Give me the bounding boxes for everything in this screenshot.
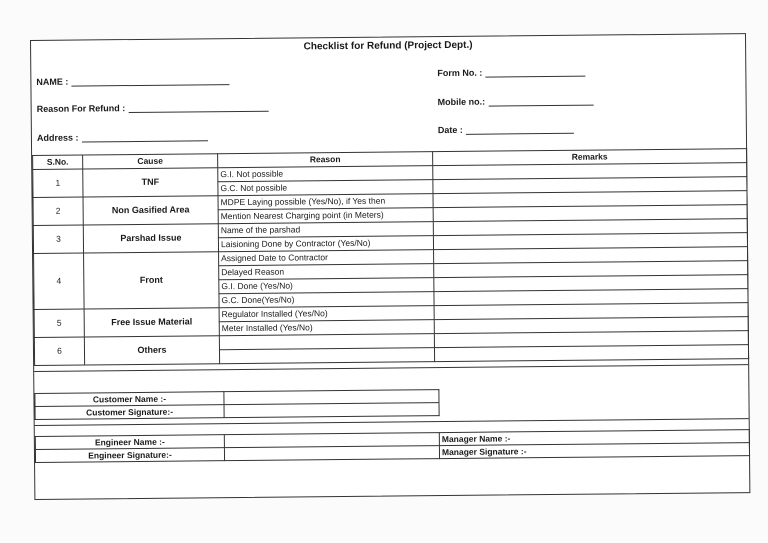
row-reason: G.I. Done (Yes/No) [219,278,434,294]
row-sno: 6 [34,337,84,365]
customer-signature-box[interactable] [224,403,439,418]
manager-signature-label: Manager Signature :- [439,443,749,459]
reason-line[interactable] [128,102,268,113]
header-sno: S.No. [33,155,83,169]
date-line[interactable] [466,124,574,135]
customer-signature-label: Customer Signature:- [35,405,224,420]
checklist-table [32,148,749,366]
mobile-field [438,96,594,107]
form-no-label: Form No. : [437,67,483,79]
form-no-field [437,67,585,78]
row-cause: Others [84,336,219,365]
row-reason[interactable] [219,348,434,364]
row-sno: 2 [33,197,83,225]
date-field [438,124,574,135]
row-reason: G.I. Not possible [218,166,433,182]
refund-checklist-form [30,33,750,500]
reason-field [37,102,269,114]
row-reason: Mention Nearest Charging point (in Meters) [218,208,433,224]
row-cause: Non Gasified Area [83,196,218,225]
customer-name-label: Customer Name :- [35,392,224,407]
address-field [37,131,208,143]
engineer-signature-box[interactable] [224,446,439,461]
row-reason: Laisioning Done by Contractor (Yes/No) [218,236,433,252]
mobile-line[interactable] [488,96,593,107]
address-line[interactable] [81,131,207,142]
engineer-manager-block [35,429,750,463]
row-cause: Front [84,252,220,309]
address-label: Address : [36,132,79,143]
row-sno: 3 [33,225,83,253]
name-line[interactable] [71,75,229,87]
form-no-line[interactable] [485,67,585,78]
customer-signature-block [34,389,439,420]
name-field [36,75,229,87]
name-label: NAME : [36,76,69,87]
row-reason: Delayed Reason [219,264,434,280]
row-sno: 4 [34,253,85,309]
reason-label: Reason For Refund : [36,103,126,114]
row-sno: 1 [33,169,83,197]
row-cause: Free Issue Material [84,308,219,337]
row-sno: 5 [34,309,84,337]
row-cause: TNF [83,168,218,197]
row-reason: Meter Installed (Yes/No) [219,320,434,336]
row-reason: G.C. Done(Yes/No) [219,292,434,308]
engineer-name-label: Engineer Name :- [35,435,224,450]
row-reason: Regulator Installed (Yes/No) [219,306,434,322]
header-remarks: Remarks [433,149,747,166]
date-label: Date : [437,124,463,136]
row-reason: Name of the parshad [218,222,433,238]
mobile-label: Mobile no.: [437,96,486,108]
engineer-signature-label: Engineer Signature:- [35,448,224,463]
manager-name-label: Manager Name :- [439,430,749,446]
row-cause: Parshad Issue [83,224,218,253]
row-reason: Assigned Date to Contractor [219,250,434,266]
header-cause: Cause [83,154,218,169]
header-reason: Reason [218,152,433,168]
divider-line [34,364,748,372]
row-reason: G.C. Not possible [218,180,433,196]
form-title: Checklist for Refund (Project Dept.) [303,39,473,53]
divider-line [35,418,749,426]
remark-cell[interactable] [434,345,748,362]
row-reason: MDPE Laying possible (Yes/No), if Yes then [218,194,433,210]
